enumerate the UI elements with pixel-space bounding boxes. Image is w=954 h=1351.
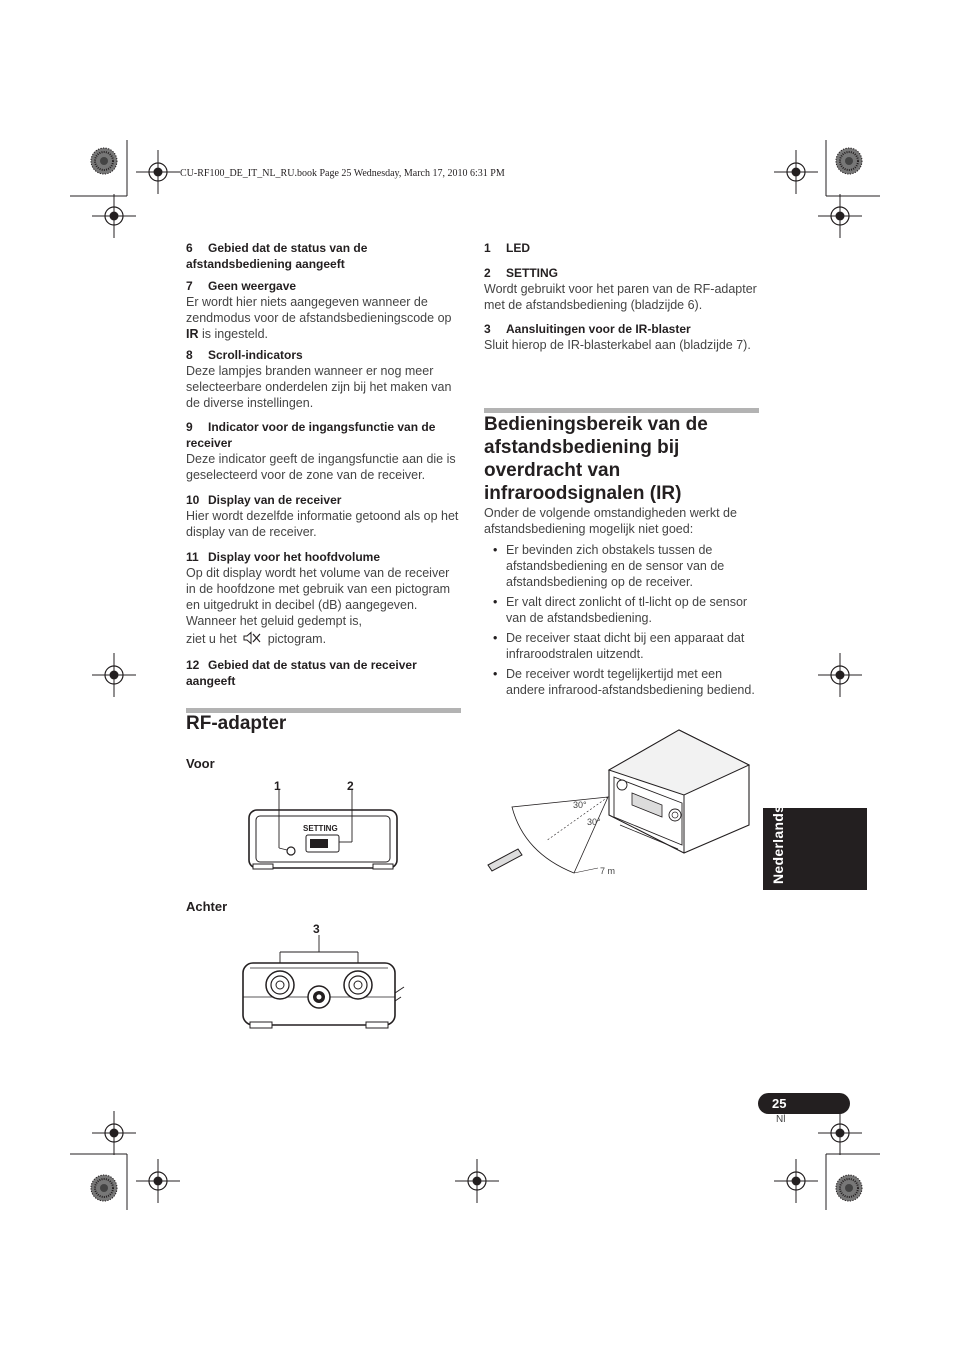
range-bullet-list [484, 542, 759, 702]
range-heading: Bedieningsbereik van de afstandsbediening bij overdracht van infraroodsignalen (IR) [484, 414, 708, 504]
left-item-list [186, 240, 461, 689]
item-11-title: 11 Display voor het hoofdvolume [186, 550, 381, 564]
item-11-body-end: ziet u het pictogram. [186, 632, 327, 646]
item-9-title: 9 Indicator voor de ingangsfunctie van de receiver [186, 420, 436, 450]
angle-label-1: 30° [573, 800, 587, 810]
page-number: 25 [772, 1096, 787, 1111]
callout-3: 3 [313, 922, 320, 936]
setting-button-label: SETTING [303, 824, 338, 833]
mute-speaker-icon [243, 631, 261, 645]
page-language-code: Nl [776, 1114, 786, 1125]
item-7-title: 7 Geen weergave [186, 279, 297, 293]
item-10-title: 10 Display van de receiver [186, 493, 342, 507]
item-8-title: 8 Scroll-indicators [186, 348, 303, 362]
item-7-body: Er wordt hier niets aangegeven wanneer de zendmodus voor de afstandsbedieningscode op IR is ingesteld. [186, 295, 452, 341]
rf-adapter-heading: RF-adapter [186, 713, 287, 734]
r-item-3-body: Sluit hierop de IR-blasterkabel aan (bladzijde 7). [484, 338, 751, 352]
range-bullet: • Er bevinden zich obstakels tussen de afstandsbediening en de sensor van de afstandsbediening op de receiver. [484, 542, 759, 590]
language-tab-label: Nederlands [770, 804, 786, 884]
callout-2: 2 [347, 779, 354, 793]
right-item-list [484, 240, 759, 353]
r-item-1-title: 1 LED [484, 241, 530, 255]
rf-adapter-back-diagram [238, 935, 410, 1033]
language-side-tab [763, 804, 867, 890]
book-info-header: CU-RF100_DE_IT_NL_RU.book Page 25 Wednesday, March 17, 2010 6:31 PM [180, 168, 505, 179]
item-9-body: Deze indicator geeft de ingangsfunctie aan die is geselecteerd voor de zone van de receiver. [186, 452, 456, 482]
range-bullet: • De receiver wordt tegelijkertijd met een andere infrarood-afstandsbediening bediend. [484, 666, 759, 698]
item-8-body: Deze lampjes branden wanneer er nog meer selecteerbare onderdelen zijn bij het maken van de diverse instellingen. [186, 364, 452, 410]
back-view-label: Achter [186, 899, 228, 914]
r-item-2-body: Wordt gebruikt voor het paren van de RF-adapter met de afstandsbediening (bladzijde 6). [484, 282, 757, 312]
item-10-body: Hier wordt dezelfde informatie getoond als op het display van de receiver. [186, 509, 459, 539]
page-number-pill [758, 1093, 850, 1114]
angle-label-2: 30° [587, 817, 601, 827]
range-bullet: • Er valt direct zonlicht of tl-licht op de sensor van de afstandsbediening. [484, 594, 759, 626]
callout-1: 1 [274, 779, 281, 793]
remote-range-diagram [484, 725, 759, 885]
distance-label: 7 m [600, 866, 616, 876]
item-11-body: Op dit display wordt het volume van de receiver in de hoofdzone met gebruik van een pictogram en uitgedrukt in decibel (dB) aangegeven. Wanneer het geluid gedempt is, [186, 566, 451, 628]
range-bullet: • De receiver staat dicht bij een apparaat dat infraroodstralen uitzendt. [484, 630, 759, 662]
item-6-title: 6 Gebied dat de status van de afstandsbediening aangeeft [186, 241, 368, 271]
front-view-label: Voor [186, 756, 215, 771]
r-item-2-title: 2 SETTING [484, 266, 559, 280]
r-item-3-title: 3 Aansluitingen voor de IR-blaster [484, 322, 691, 336]
range-intro: Onder de volgende omstandigheden werkt de afstandsbediening mogelijk niet goed: [484, 506, 737, 536]
item-12-title: 12 Gebied dat de status van de receiver aangeeft [186, 658, 417, 688]
